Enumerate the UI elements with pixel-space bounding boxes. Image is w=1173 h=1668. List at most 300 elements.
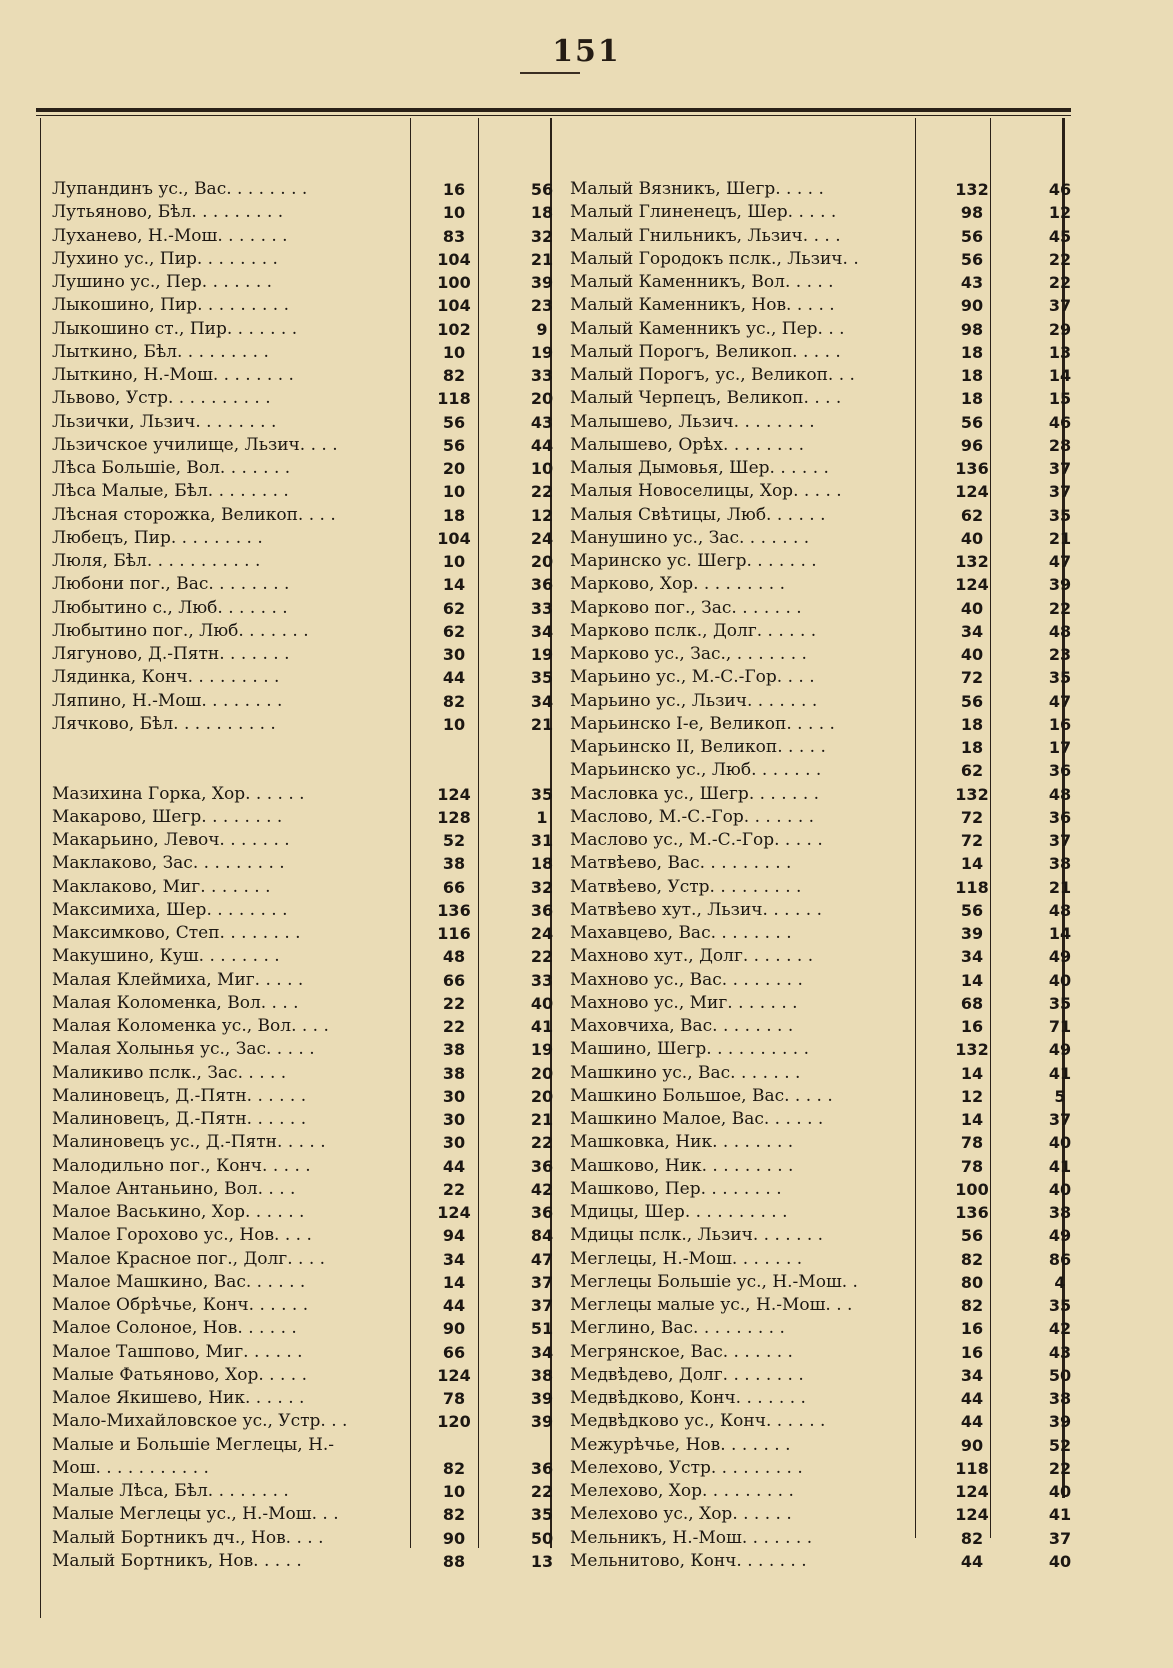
entry-page: 18 xyxy=(960,366,984,385)
entry-number: 23 xyxy=(530,296,554,316)
entry-number: 37 xyxy=(530,1296,554,1315)
entry-number: 21 xyxy=(530,249,554,269)
index-entry xyxy=(570,1062,1070,1085)
entry-name: Малые и Большіе Меглецы, Н.- xyxy=(52,1434,335,1455)
entry-name: Малое Якишево, Ник. . . . . . xyxy=(52,1388,305,1408)
index-entry xyxy=(570,713,1070,736)
entry-page: 128 xyxy=(437,807,471,827)
entry-page: 124 xyxy=(955,1505,989,1525)
entry-page: 82 xyxy=(960,1296,984,1315)
index-entry xyxy=(52,713,552,736)
index-entry xyxy=(52,294,552,317)
index-entry xyxy=(570,1248,1070,1271)
index-entry xyxy=(52,643,552,666)
entry-name: Маклаково, Зас. . . . . . . . . xyxy=(52,853,285,874)
entry-number: 22 xyxy=(1048,598,1072,618)
entry-page: 116 xyxy=(437,924,471,943)
entry-number: 39 xyxy=(1048,1412,1072,1432)
entry-page: 132 xyxy=(955,180,989,199)
index-entry xyxy=(52,411,552,434)
entry-number: 17 xyxy=(1048,738,1072,757)
entry-number: 19 xyxy=(530,342,554,362)
entry-number: 40 xyxy=(1048,1551,1072,1571)
entry-page: 12 xyxy=(960,1086,984,1106)
entry-number: 34 xyxy=(530,621,554,641)
index-entry xyxy=(570,1201,1070,1224)
entry-number: 35 xyxy=(530,1505,554,1525)
entry-number: 40 xyxy=(1048,1482,1072,1501)
index-entry xyxy=(570,1131,1070,1154)
entry-page: 82 xyxy=(442,1505,466,1525)
entry-number: 40 xyxy=(1048,1133,1072,1153)
entry-number: 39 xyxy=(530,1412,554,1432)
entry-number: 16 xyxy=(1048,714,1072,734)
entry-name: Мельникъ, Н.-Мош. . . . . . . xyxy=(570,1527,813,1548)
index-entry xyxy=(570,318,1070,341)
entry-page: 82 xyxy=(442,366,466,385)
entry-page: 102 xyxy=(437,319,471,339)
entry-name: Мдицы, Шер. . . . . . . . . . xyxy=(570,1202,788,1222)
index-entry xyxy=(52,527,552,550)
index-entry xyxy=(570,1457,1070,1480)
entry-page: 100 xyxy=(955,1179,989,1199)
entry-page: 44 xyxy=(442,1156,466,1176)
entry-name: Макарьино, Левоч. . . . . . . xyxy=(52,830,290,850)
entry-name: Маслово ус., М.-С.-Гор. . . . . xyxy=(570,830,823,850)
entry-name: Макарово, Шегр. . . . . . . . xyxy=(52,806,283,827)
entry-page: 124 xyxy=(437,1203,471,1222)
index-entry xyxy=(52,1480,552,1503)
entry-name: Махново хут., Долг. . . . . . . xyxy=(570,946,814,967)
index-entry xyxy=(570,1317,1070,1340)
entry-name: Меглино, Вас. . . . . . . . . xyxy=(570,1318,785,1339)
entry-page: 104 xyxy=(437,249,471,269)
index-entry xyxy=(52,1062,552,1085)
entry-number: 43 xyxy=(530,412,554,432)
entry-number: 1 xyxy=(536,807,548,827)
index-entry xyxy=(52,457,552,480)
entry-name: Малые Лѣса, Бѣл. . . . . . . . xyxy=(52,1481,289,1501)
entry-page: 104 xyxy=(437,296,471,316)
index-entry xyxy=(570,550,1070,573)
entry-page: 72 xyxy=(960,831,984,850)
index-entry xyxy=(570,1341,1070,1364)
entry-name: Машкино Малое, Вас. . . . . . xyxy=(570,1109,824,1129)
entry-name: Мдицы пслк., Льзич. . . . . . . xyxy=(570,1225,824,1246)
entry-page: 78 xyxy=(442,1389,466,1408)
index-entry xyxy=(52,1364,552,1387)
entry-number: 23 xyxy=(1048,645,1072,664)
entry-page: 90 xyxy=(960,296,984,316)
entry-page: 88 xyxy=(442,1551,466,1571)
entry-number: 49 xyxy=(1048,1226,1072,1246)
entry-number: 48 xyxy=(1048,784,1072,804)
entry-number: 39 xyxy=(530,273,554,292)
entry-name: Марьино ус., М.-С.-Гор. . . . xyxy=(570,667,815,688)
index-entry xyxy=(52,620,552,643)
entry-number: 35 xyxy=(1048,1296,1072,1315)
entry-number: 38 xyxy=(1048,1389,1072,1408)
entry-name: Мош. . . . . . . . . . . xyxy=(52,1457,209,1478)
top-rule-thick xyxy=(36,108,1071,112)
entry-page: 44 xyxy=(442,668,466,688)
entry-number: 35 xyxy=(1048,993,1072,1013)
index-entry xyxy=(570,690,1070,713)
entry-name: Меглецы малые ус., Н.-Мош. . . xyxy=(570,1295,853,1315)
entry-number: 13 xyxy=(1048,342,1072,362)
entry-number: 42 xyxy=(1048,1319,1072,1339)
entry-name: Льзичское училище, Льзич. . . . xyxy=(52,434,338,455)
entry-name: Лядинка, Конч. . . . . . . . . xyxy=(52,667,280,688)
entry-number: 84 xyxy=(530,1226,554,1246)
entry-number: 49 xyxy=(1048,1040,1072,1060)
entry-page: 40 xyxy=(960,528,984,548)
entry-name: Мазихина Горка, Хор. . . . . . xyxy=(52,783,305,804)
entry-page: 124 xyxy=(437,1365,471,1385)
entry-number: 51 xyxy=(530,1319,554,1339)
entry-page: 30 xyxy=(442,1133,466,1153)
entry-name: Малиновецъ, Д.-Пятн. . . . . . xyxy=(52,1085,307,1106)
entry-page: 82 xyxy=(442,691,466,711)
entry-number: 39 xyxy=(1048,575,1072,595)
entry-page: 48 xyxy=(442,947,466,967)
entry-name: Лячково, Бѣл. . . . . . . . . . xyxy=(52,713,276,734)
entry-name: Медвѣдково, Конч. . . . . . . xyxy=(570,1388,806,1408)
entry-name: Макушино, Куш. . . . . . . . xyxy=(52,946,280,967)
index-entry xyxy=(52,1224,552,1247)
entry-number: 50 xyxy=(1048,1365,1072,1385)
index-entry xyxy=(52,1178,552,1201)
left-column xyxy=(52,178,552,1573)
entry-name: Малый Порогъ, ус., Великоп. . . xyxy=(570,365,855,385)
entry-number: 18 xyxy=(530,203,554,223)
entry-name: Лѣса Большіе, Вол. . . . . . . xyxy=(52,458,291,478)
entry-number: 20 xyxy=(530,389,554,409)
entry-page: 16 xyxy=(960,1319,984,1339)
entry-number: 22 xyxy=(530,947,554,967)
index-entry xyxy=(52,783,552,806)
entry-name: Матвѣево хут., Льзич. . . . . . xyxy=(570,899,822,920)
index-entry xyxy=(52,1085,552,1108)
index-entry xyxy=(52,341,552,364)
index-entry xyxy=(52,1038,552,1061)
index-entry xyxy=(570,852,1070,875)
index-entry xyxy=(52,504,552,527)
entry-page: 18 xyxy=(442,505,466,525)
entry-page: 118 xyxy=(955,877,989,897)
entry-number: 29 xyxy=(1048,319,1072,339)
entry-name: Меглецы Большіе ус., Н.-Мош. . xyxy=(570,1271,858,1292)
entry-page: 66 xyxy=(442,877,466,897)
entry-page: 66 xyxy=(442,1342,466,1362)
entry-page: 124 xyxy=(437,784,471,804)
entry-number: 41 xyxy=(530,1017,554,1036)
entry-number: 34 xyxy=(530,691,554,711)
entry-page: 14 xyxy=(960,1110,984,1129)
entry-page: 16 xyxy=(442,180,466,199)
entry-number: 36 xyxy=(530,1203,554,1222)
entry-name: Махново ус., Миг. . . . . . . xyxy=(570,992,798,1013)
index-entry xyxy=(52,736,552,759)
index-entry xyxy=(52,992,552,1015)
entry-number: 36 xyxy=(1048,807,1072,827)
entry-page: 34 xyxy=(960,1365,984,1385)
entry-page: 34 xyxy=(442,1249,466,1269)
entry-number: 43 xyxy=(1048,1342,1072,1362)
entry-page: 30 xyxy=(442,645,466,664)
entry-number: 36 xyxy=(530,900,554,920)
entry-number: 21 xyxy=(1048,877,1072,897)
index-entry xyxy=(570,1294,1070,1317)
index-entry xyxy=(570,248,1070,271)
index-entry xyxy=(570,1085,1070,1108)
index-entry xyxy=(52,1155,552,1178)
entry-number: 22 xyxy=(1048,1458,1072,1478)
entry-page: 14 xyxy=(960,854,984,874)
entry-name: Малые Меглецы ус., Н.-Мош. . . xyxy=(52,1504,339,1525)
entry-name: Мало-Михайловское ус., Устр. . . xyxy=(52,1411,348,1432)
entry-number: 35 xyxy=(530,784,554,804)
entry-page: 56 xyxy=(442,435,466,455)
index-entry xyxy=(52,759,552,782)
index-entry xyxy=(570,1224,1070,1247)
index-entry xyxy=(570,527,1070,550)
entry-number: 22 xyxy=(530,1133,554,1153)
entry-page: 18 xyxy=(960,389,984,409)
entry-number: 71 xyxy=(1048,1017,1072,1036)
entry-page: 16 xyxy=(960,1017,984,1036)
index-entry xyxy=(52,1294,552,1317)
entry-page: 14 xyxy=(960,970,984,990)
entry-page: 18 xyxy=(960,738,984,757)
entry-number: 41 xyxy=(1048,1505,1072,1525)
entry-number: 32 xyxy=(530,877,554,897)
index-entry xyxy=(570,1108,1070,1131)
index-entry xyxy=(570,1038,1070,1061)
index-entry xyxy=(570,1015,1070,1038)
entry-page: 104 xyxy=(437,528,471,548)
entry-name: Малое Красное пог., Долг. . . . xyxy=(52,1248,326,1269)
index-entry xyxy=(52,201,552,224)
entry-number: 42 xyxy=(530,1179,554,1199)
entry-number: 14 xyxy=(1048,924,1072,943)
entry-number: 14 xyxy=(1048,366,1072,385)
entry-name: Малыя Свѣтицы, Люб. . . . . . xyxy=(570,504,826,525)
index-entry xyxy=(52,364,552,387)
entry-name: Махавцево, Вас. . . . . . . . xyxy=(570,923,792,943)
entry-number: 40 xyxy=(1048,1179,1072,1199)
entry-name: Малый Порогъ, Великоп. . . . . xyxy=(570,341,841,362)
index-entry xyxy=(52,271,552,294)
entry-number: 38 xyxy=(1048,854,1072,874)
entry-name: Марково, Хор. . . . . . . . . xyxy=(570,574,785,595)
entry-page: 80 xyxy=(960,1272,984,1292)
entry-name: Малый Каменникъ ус., Пер. . . xyxy=(570,318,845,339)
entry-name: Махново ус., Вас. . . . . . . . xyxy=(570,969,803,990)
entry-number: 34 xyxy=(530,1342,554,1362)
entry-page: 16 xyxy=(960,1342,984,1362)
entry-name: Малый Каменникъ, Вол. . . . . xyxy=(570,272,834,292)
index-entry xyxy=(570,620,1070,643)
entry-number: 35 xyxy=(1048,505,1072,525)
entry-name: Лягуново, Д.-Пятн. . . . . . . xyxy=(52,644,290,664)
entry-number: 37 xyxy=(1048,1528,1072,1548)
entry-page: 72 xyxy=(960,668,984,688)
entry-number: 46 xyxy=(1048,412,1072,432)
entry-name: Малое Горохово ус., Нов. . . . xyxy=(52,1225,312,1246)
entry-name: Малая Коломенка, Вол. . . . xyxy=(52,992,299,1013)
entry-name: Малое Васькино, Хор. . . . . . xyxy=(52,1202,305,1222)
entry-number: 36 xyxy=(530,575,554,595)
entry-number: 15 xyxy=(1048,389,1072,409)
entry-page: 10 xyxy=(442,203,466,223)
entry-page: 10 xyxy=(442,552,466,571)
entry-number: 10 xyxy=(530,459,554,478)
entry-number: 49 xyxy=(1048,947,1072,967)
index-entry xyxy=(52,1550,552,1573)
index-entry xyxy=(570,899,1070,922)
entry-name: Мелехово, Хор. . . . . . . . . xyxy=(570,1481,794,1501)
entry-name: Марьинско I-е, Великоп. . . . . xyxy=(570,713,835,734)
entry-name: Малые Фатьяново, Хор. . . . . xyxy=(52,1364,307,1385)
entry-number: 35 xyxy=(1048,668,1072,688)
entry-page: 56 xyxy=(960,226,984,246)
entry-number: 24 xyxy=(530,924,554,943)
entry-number: 35 xyxy=(530,668,554,688)
index-entry xyxy=(52,225,552,248)
entry-name: Малый Каменникъ, Нов. . . . . xyxy=(570,295,835,316)
index-entry xyxy=(570,178,1070,201)
entry-page: 94 xyxy=(442,1226,466,1246)
entry-name: Марково пог., Зас. . . . . . . xyxy=(570,597,802,618)
entry-number: 18 xyxy=(530,854,554,874)
entry-number: 22 xyxy=(1048,273,1072,292)
entry-page: 82 xyxy=(960,1249,984,1269)
index-entry xyxy=(52,899,552,922)
index-entry xyxy=(52,1248,552,1271)
entry-page: 10 xyxy=(442,1482,466,1501)
entry-page: 14 xyxy=(442,575,466,595)
index-entry xyxy=(570,1364,1070,1387)
entry-number: 31 xyxy=(530,831,554,850)
entry-page: 62 xyxy=(442,598,466,618)
index-entry xyxy=(570,992,1070,1015)
entry-page: 10 xyxy=(442,714,466,734)
entry-number: 33 xyxy=(530,366,554,385)
entry-page: 132 xyxy=(955,552,989,571)
entry-number: 19 xyxy=(530,645,554,664)
index-entry xyxy=(52,690,552,713)
index-entry xyxy=(52,178,552,201)
entry-name: Маликиво пслк., Зас. . . . . xyxy=(52,1062,287,1083)
entry-name: Манушино ус., Зас. . . . . . . xyxy=(570,527,810,548)
entry-page: 132 xyxy=(955,1040,989,1060)
entry-name: Любони пог., Вас. . . . . . . . xyxy=(52,574,290,595)
entry-page: 22 xyxy=(442,1179,466,1199)
entry-page: 34 xyxy=(960,621,984,641)
index-entry xyxy=(570,1480,1070,1503)
entry-page: 90 xyxy=(442,1319,466,1339)
index-entry xyxy=(52,318,552,341)
entry-name: Лушино ус., Пер. . . . . . . xyxy=(52,272,273,292)
entry-page: 90 xyxy=(442,1528,466,1548)
index-entry xyxy=(570,364,1070,387)
entry-number: 20 xyxy=(530,1063,554,1083)
index-entry xyxy=(570,1434,1070,1457)
index-entry xyxy=(52,806,552,829)
entry-name: Марково ус., Зас., . . . . . . . xyxy=(570,644,807,664)
entry-number: 37 xyxy=(1048,831,1072,850)
entry-page: 18 xyxy=(960,714,984,734)
index-entry xyxy=(570,294,1070,317)
index-entry xyxy=(52,387,552,410)
index-entry xyxy=(52,1317,552,1340)
entry-name: Малышево, Льзич. . . . . . . . xyxy=(570,411,815,432)
entry-name: Малый Городокъ пслк., Льзич. . xyxy=(570,248,859,269)
entry-name: Мелехово ус., Хор. . . . . . xyxy=(570,1504,792,1525)
entry-number: 21 xyxy=(1048,528,1072,548)
index-entry xyxy=(52,1201,552,1224)
index-entry xyxy=(570,783,1070,806)
entry-number: 22 xyxy=(530,1482,554,1501)
index-entry xyxy=(570,736,1070,759)
column-divider-left-edge xyxy=(40,118,41,1618)
entry-number: 13 xyxy=(530,1551,554,1571)
entry-name: Межурѣчье, Нов. . . . . . . xyxy=(570,1434,791,1455)
index-entry xyxy=(570,573,1070,596)
index-entry xyxy=(52,1387,552,1410)
entry-number: 21 xyxy=(530,714,554,734)
index-entry xyxy=(570,876,1070,899)
entry-name: Марьинско ус., Люб. . . . . . . xyxy=(570,760,822,781)
index-entry xyxy=(52,1341,552,1364)
entry-page: 30 xyxy=(442,1086,466,1106)
entry-name: Льзички, Льзич. . . . . . . . xyxy=(52,411,277,432)
entry-name: Марьинско II, Великоп. . . . . xyxy=(570,737,826,757)
entry-page: 98 xyxy=(960,203,984,223)
entry-name: Максимиха, Шер. . . . . . . . xyxy=(52,899,288,920)
index-entry xyxy=(52,1271,552,1294)
entry-page: 62 xyxy=(960,761,984,781)
entry-page: 56 xyxy=(960,691,984,711)
entry-number: 22 xyxy=(1048,249,1072,269)
entry-page: 43 xyxy=(960,273,984,292)
index-entry xyxy=(570,1527,1070,1550)
entry-number: 38 xyxy=(530,1365,554,1385)
index-entry xyxy=(570,1410,1070,1433)
entry-page: 56 xyxy=(960,1226,984,1246)
entry-page: 10 xyxy=(442,342,466,362)
entry-page: 62 xyxy=(442,621,466,641)
index-entry xyxy=(52,852,552,875)
index-entry xyxy=(570,1155,1070,1178)
entry-number: 56 xyxy=(530,180,554,199)
entry-page: 136 xyxy=(955,1203,989,1222)
index-entry xyxy=(52,1457,552,1480)
entry-page: 40 xyxy=(960,598,984,618)
index-entry xyxy=(52,1410,552,1433)
entry-name: Машково, Ник. . . . . . . . . xyxy=(570,1155,794,1176)
index-entry xyxy=(570,225,1070,248)
entry-name: Марково пслк., Долг. . . . . . xyxy=(570,620,817,641)
index-entry xyxy=(52,922,552,945)
index-entry xyxy=(570,666,1070,689)
entry-page: 38 xyxy=(442,1040,466,1060)
entry-name: Масловка ус., Шегр. . . . . . . xyxy=(570,783,820,804)
entry-number: 12 xyxy=(1048,203,1072,223)
index-entry xyxy=(570,457,1070,480)
entry-page: 68 xyxy=(960,993,984,1013)
